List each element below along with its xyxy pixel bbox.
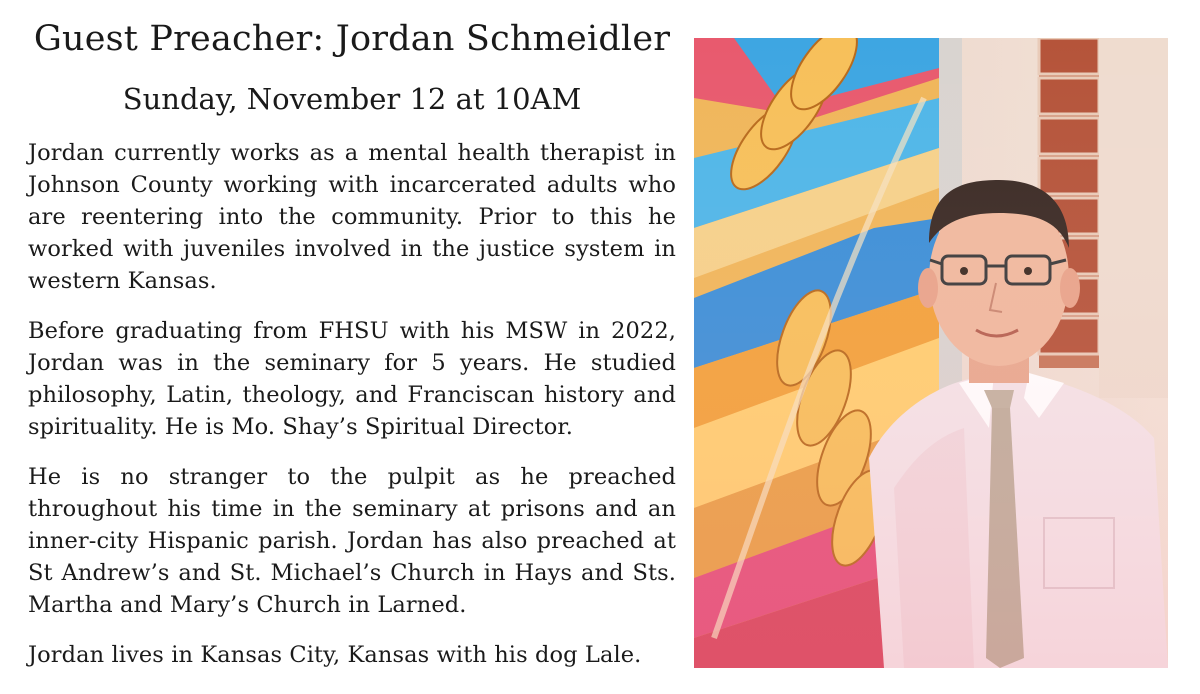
paragraph-bio-preaching: He is no stranger to the pulpit as he preached throughout his time in the seminary at prisons and an inner-city Hispanic parish. Jordan has also preached at St Andrew’s and St. Michael’s Church in Hays and Sts. Martha and Mary’s Church in Larned. [28, 463, 676, 618]
stained-glass-portrait-image [694, 38, 1168, 668]
paragraph-bio-home: Jordan lives in Kansas City, Kansas with his dog Lale. [28, 641, 642, 668]
paragraph-bio-education: Before graduating from FHSU with his MSW in 2022, Jordan was in the seminary for 5 years. He studied philosophy, Latin, theology, and Franciscan history and spirituality. He is Mo. Shay’s Spiritual Director. [28, 317, 676, 440]
portrait-photo [694, 38, 1168, 668]
article [28, 18, 676, 689]
event-date: Sunday, November 12 at 10AM [122, 82, 582, 116]
page-title: Guest Preacher: Jordan Schmeidler [33, 19, 671, 59]
paragraph-bio-work: Jordan currently works as a mental health therapist in Johnson County working with incarcerated adults who are reentering into the community. Prior to this he worked with juveniles involved in the justice system in western Kansas. [28, 139, 676, 294]
